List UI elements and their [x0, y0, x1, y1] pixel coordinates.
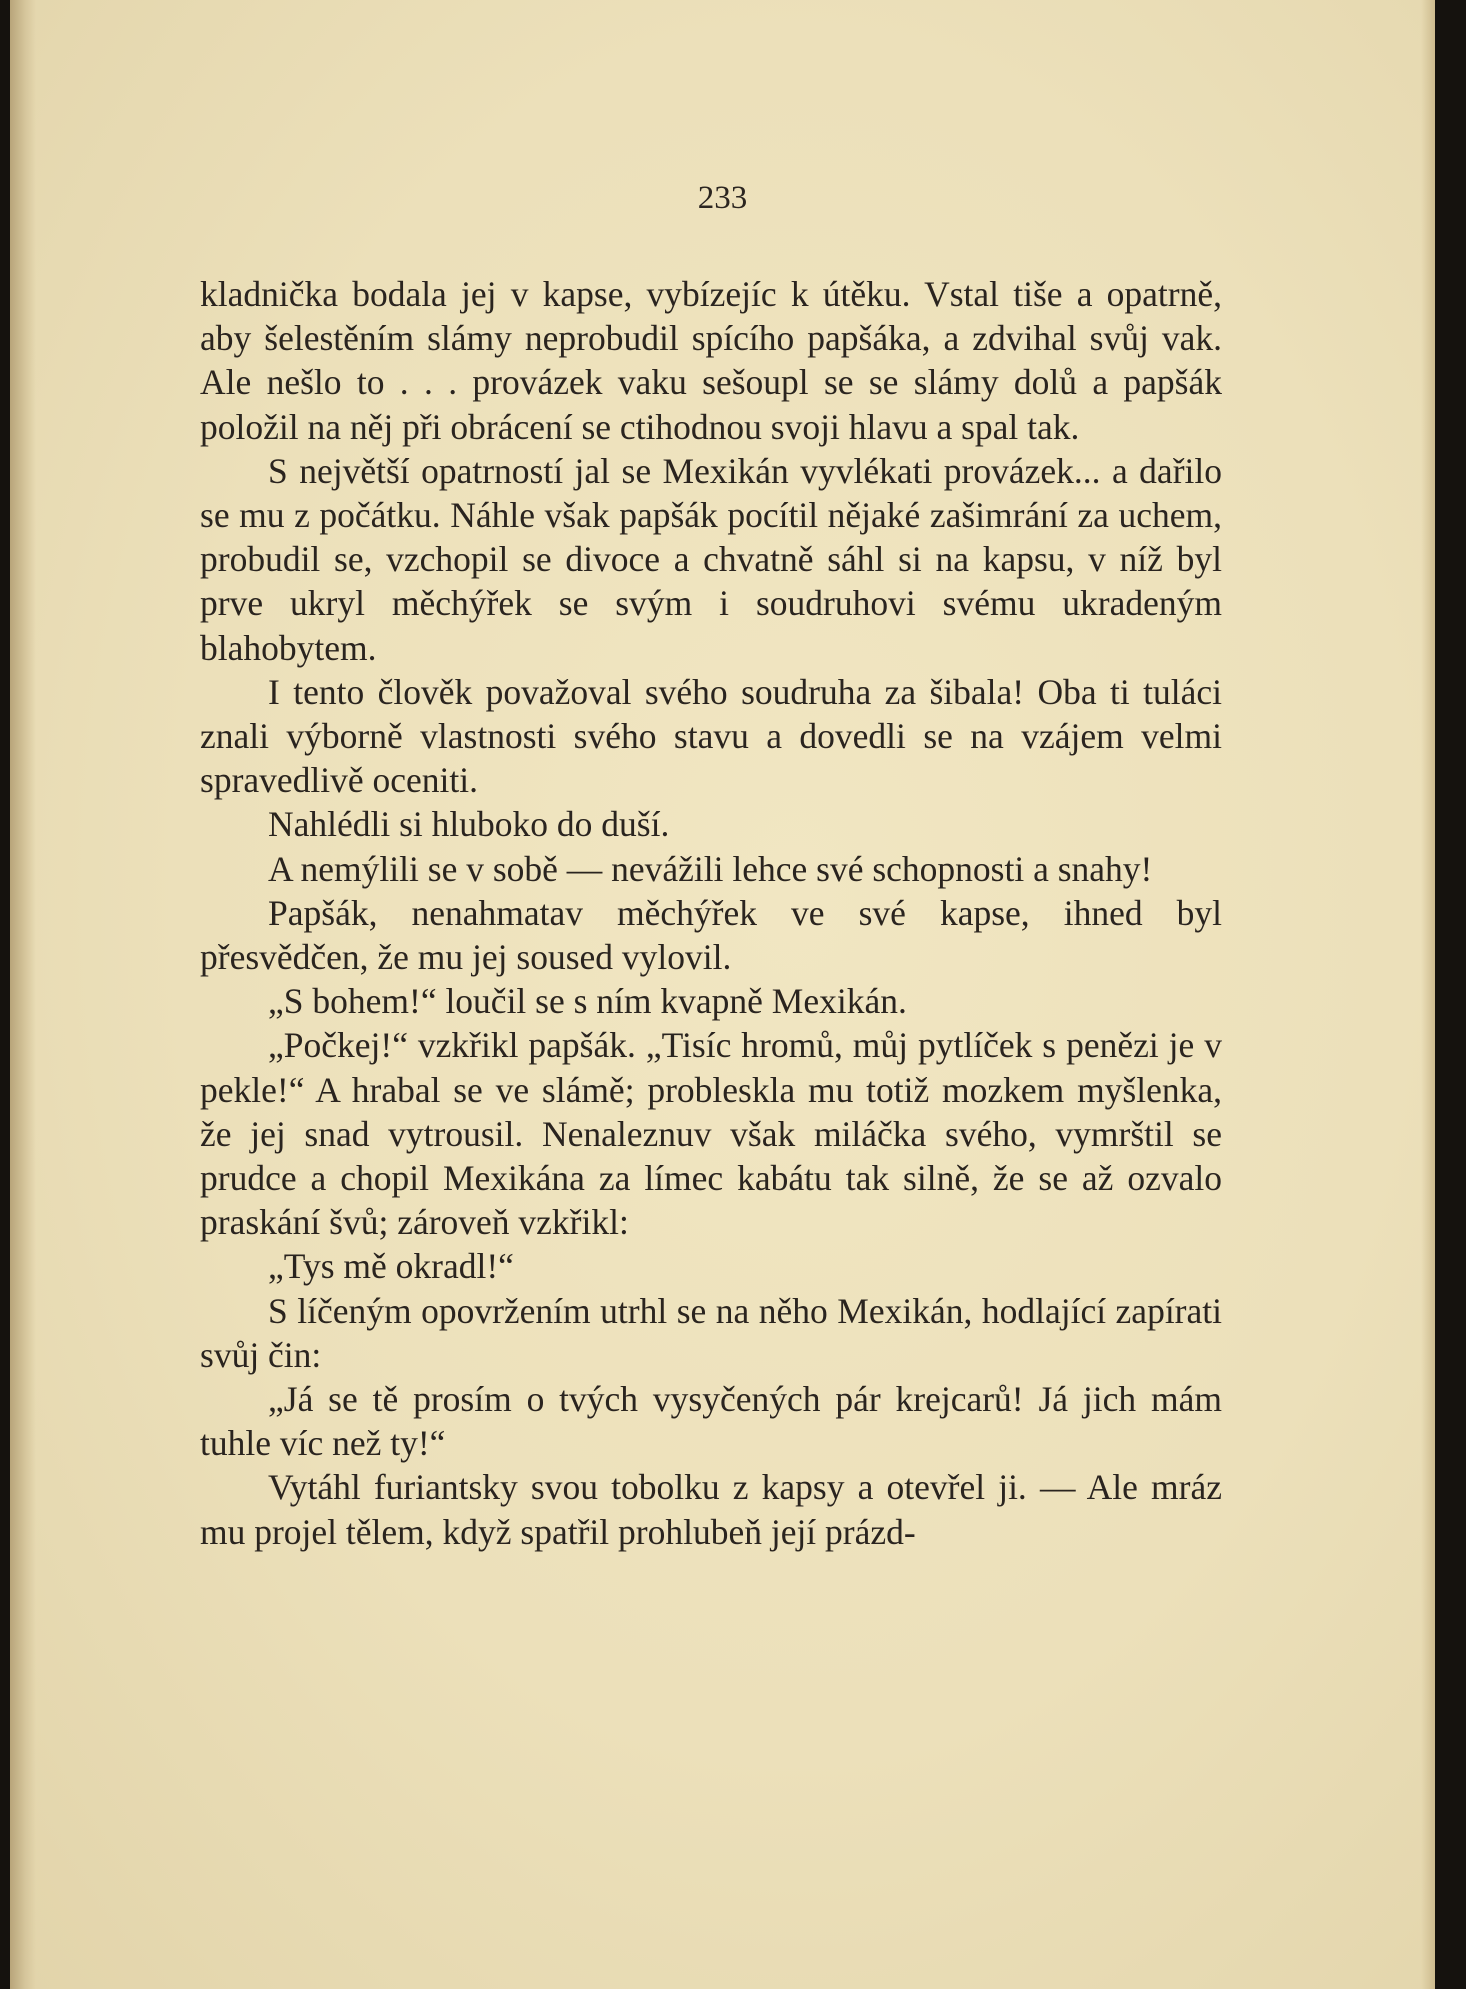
page-edge-shadow: [1421, 0, 1435, 1989]
paragraph: „Počkej!“ vzkřikl papšák. „Tisíc hromů, můj pytlíček s penězi je v pekle!“ A hrabal se ve slámě; probleskla mu totiž mozkem myšlenka, že jej snad vytrousil. Nenaleznuv však miláčka svého, vymrštil se prudce a chopil Mexikána za límec kabátu tak silně, že se až ozvalo praskání švů; zároveň vzkřikl:: [200, 1025, 1222, 1243]
paragraph: Nahlédli si hluboko do duší.: [268, 804, 670, 845]
paragraph: Papšák, nenahmatav měchýřek ve své kapse, ihned byl přesvědčen, že mu jej soused vylovil.: [200, 892, 1222, 978]
paragraph: S největší opatrností jal se Mexikán vyvlékati provázek... a dařilo se mu z počátku. Náhle však papšák pocítil nějaké zašimrání za uchem, probudil se, vzchopil se divoce a chvatně sáhl si na kapsu, v níž byl prve ukryl měchýřek se svým i soudruhovi svému ukradeným blahobytem.: [200, 450, 1222, 668]
paragraph: „Já se tě prosím o tvých vysyčených pár krejcarů! Já jich mám tuhle víc než ty!“: [200, 1379, 1222, 1464]
paragraph: I tento člověk považoval svého soudruha za šibala! Oba ti tuláci znali výborně vlastnosti svého stavu a dovedli se na vzájem velmi spravedlivě oceniti.: [200, 671, 1222, 801]
paragraph: „S bohem!“ loučil se s ním kvapně Mexikán.: [268, 981, 907, 1022]
body-text: [200, 272, 1222, 1554]
paragraph: „Tys mě okradl!“: [268, 1246, 514, 1287]
page-number: 233: [697, 180, 748, 216]
paragraph: Vytáhl furiantsky svou tobolku z kapsy a otevřel ji. — Ale mráz mu projel tělem, když spatřil prohlubeň její prázd-: [200, 1467, 1222, 1552]
paragraph: kladnička bodala jej v kapse, vybízejíc k útěku. Vstal tiše a opatrně, aby šelestěním slámy neprobudil spícího papšáka, a zdvihal svůj vak. Ale nešlo to . . . provázek vaku sešoupl se se slámy dolů a papšák položil na něj při obrácení se ctihodnou svoji hlavu a spal tak.: [200, 274, 1222, 447]
paragraph: S líčeným opovržením utrhl se na něho Mexikán, hodlající zapírati svůj čin:: [200, 1290, 1222, 1375]
page-gutter-shadow: [10, 0, 36, 1989]
paragraph: A nemýlili se v sobě — nevážili lehce své schopnosti a snahy!: [268, 848, 1153, 889]
book-page: [10, 0, 1435, 1989]
